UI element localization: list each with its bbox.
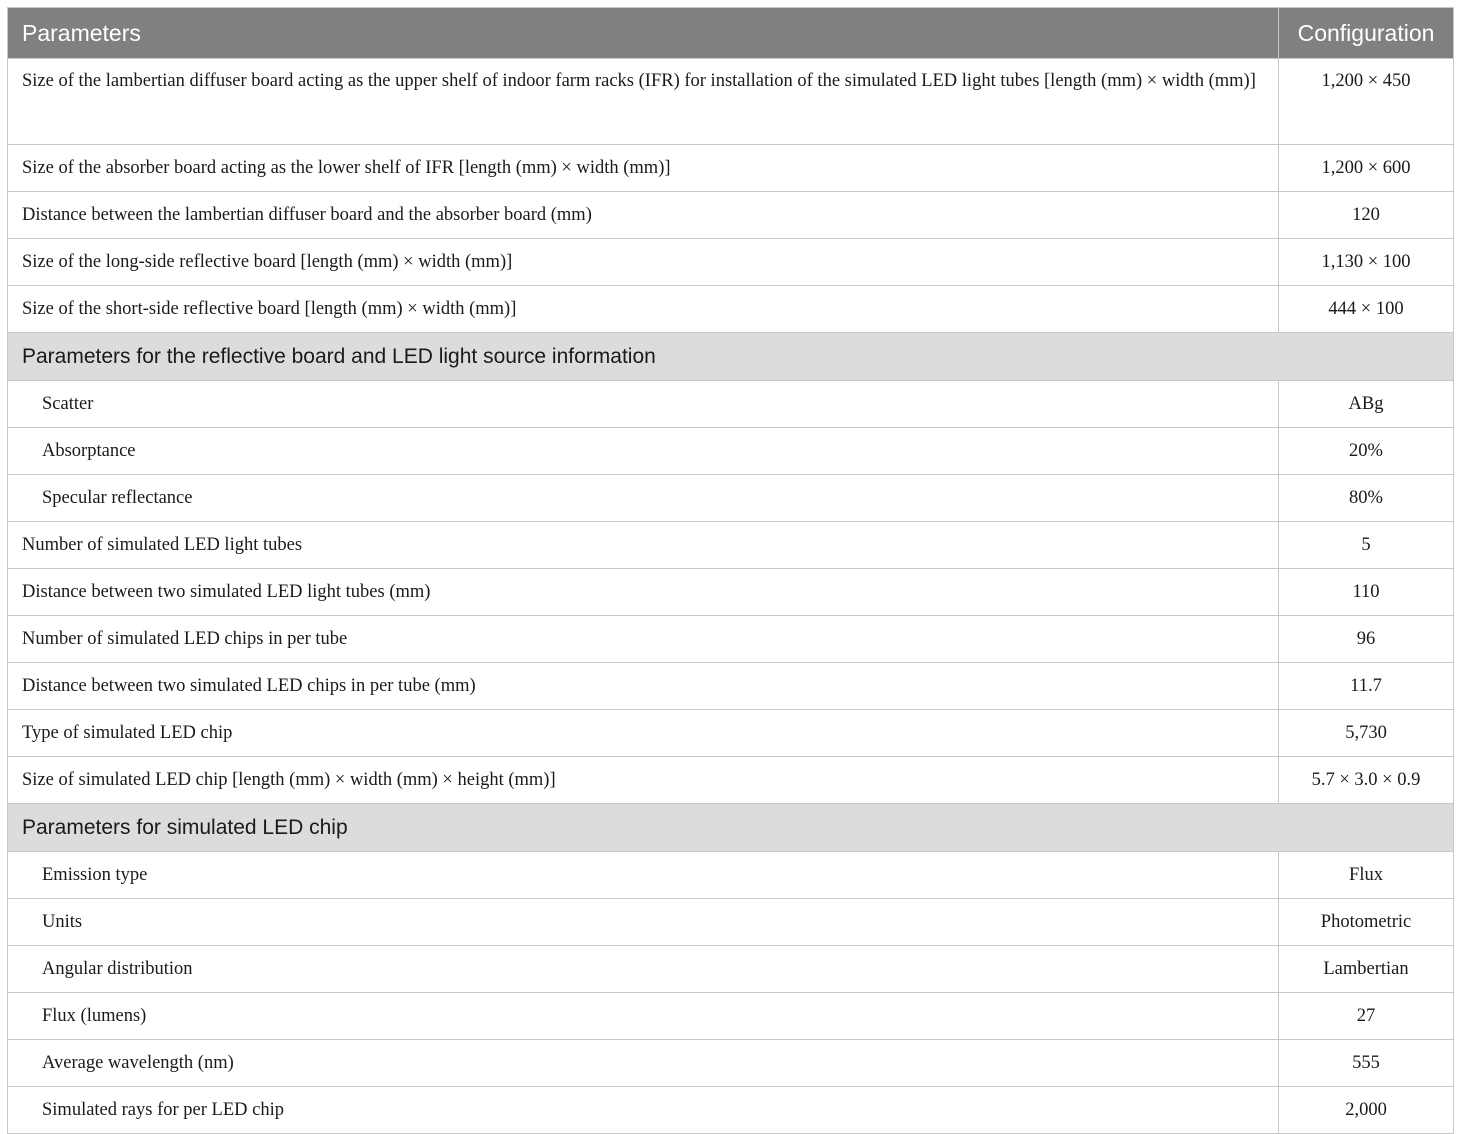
configuration-cell: Flux <box>1279 852 1454 899</box>
header-row <box>8 8 1454 59</box>
parameter-cell: Size of simulated LED chip [length (mm) × width (mm) × height (mm)] <box>8 757 1279 804</box>
configuration-cell: 5,730 <box>1279 710 1454 757</box>
header-parameters: Parameters <box>8 8 1279 59</box>
parameter-cell: Units <box>8 899 1279 946</box>
configuration-cell: 1,200 × 600 <box>1279 145 1454 192</box>
configuration-cell: Photometric <box>1279 899 1454 946</box>
parameter-cell: Specular reflectance <box>8 475 1279 522</box>
table-row <box>8 239 1454 286</box>
section-row <box>8 804 1454 852</box>
parameter-cell: Average wavelength (nm) <box>8 1040 1279 1087</box>
table-row <box>8 59 1454 145</box>
configuration-cell: 5 <box>1279 522 1454 569</box>
section-title: Parameters for simulated LED chip <box>8 804 1454 852</box>
parameter-cell: Size of the lambertian diffuser board acting as the upper shelf of indoor farm racks (IFR) for installation of the simulated LED light tubes [length (mm) × width (mm)] <box>8 59 1279 145</box>
parameter-cell: Distance between two simulated LED light tubes (mm) <box>8 569 1279 616</box>
configuration-cell: 1,130 × 100 <box>1279 239 1454 286</box>
parameter-cell: Size of the long-side reflective board [length (mm) × width (mm)] <box>8 239 1279 286</box>
table-row <box>8 569 1454 616</box>
configuration-cell: 555 <box>1279 1040 1454 1087</box>
configuration-cell: 110 <box>1279 569 1454 616</box>
table-row <box>8 145 1454 192</box>
parameter-cell: Emission type <box>8 852 1279 899</box>
table-row <box>8 663 1454 710</box>
table-header <box>8 8 1454 59</box>
configuration-cell: 1,200 × 450 <box>1279 59 1454 145</box>
table-row <box>8 475 1454 522</box>
table-row <box>8 946 1454 993</box>
configuration-cell: Lambertian <box>1279 946 1454 993</box>
parameter-cell: Number of simulated LED chips in per tube <box>8 616 1279 663</box>
table-row <box>8 899 1454 946</box>
table-body <box>8 59 1454 1134</box>
table-row <box>8 757 1454 804</box>
table-row <box>8 1040 1454 1087</box>
table-row <box>8 993 1454 1040</box>
parameter-cell: Type of simulated LED chip <box>8 710 1279 757</box>
configuration-cell: 5.7 × 3.0 × 0.9 <box>1279 757 1454 804</box>
parameter-cell: Distance between two simulated LED chips in per tube (mm) <box>8 663 1279 710</box>
parameter-cell: Angular distribution <box>8 946 1279 993</box>
parameter-cell: Absorptance <box>8 428 1279 475</box>
table-row <box>8 522 1454 569</box>
configuration-cell: 11.7 <box>1279 663 1454 710</box>
parameter-cell: Number of simulated LED light tubes <box>8 522 1279 569</box>
table-row <box>8 1087 1454 1134</box>
table-row <box>8 381 1454 428</box>
configuration-cell: ABg <box>1279 381 1454 428</box>
configuration-cell: 444 × 100 <box>1279 286 1454 333</box>
table-row <box>8 852 1454 899</box>
parameter-cell: Size of the short-side reflective board [length (mm) × width (mm)] <box>8 286 1279 333</box>
configuration-cell: 27 <box>1279 993 1454 1040</box>
parameter-cell: Simulated rays for per LED chip <box>8 1087 1279 1134</box>
configuration-cell: 2,000 <box>1279 1087 1454 1134</box>
configuration-cell: 96 <box>1279 616 1454 663</box>
configuration-cell: 80% <box>1279 475 1454 522</box>
parameter-cell: Flux (lumens) <box>8 993 1279 1040</box>
header-configuration: Configuration <box>1279 8 1454 59</box>
parameters-table <box>7 7 1454 1134</box>
configuration-cell: 120 <box>1279 192 1454 239</box>
table-row <box>8 616 1454 663</box>
parameter-cell: Distance between the lambertian diffuser board and the absorber board (mm) <box>8 192 1279 239</box>
configuration-cell: 20% <box>1279 428 1454 475</box>
section-title: Parameters for the reflective board and LED light source information <box>8 333 1454 381</box>
section-row <box>8 333 1454 381</box>
table-row <box>8 428 1454 475</box>
table-row <box>8 710 1454 757</box>
parameter-cell: Size of the absorber board acting as the lower shelf of IFR [length (mm) × width (mm)] <box>8 145 1279 192</box>
parameter-cell: Scatter <box>8 381 1279 428</box>
table-row <box>8 192 1454 239</box>
table-row <box>8 286 1454 333</box>
